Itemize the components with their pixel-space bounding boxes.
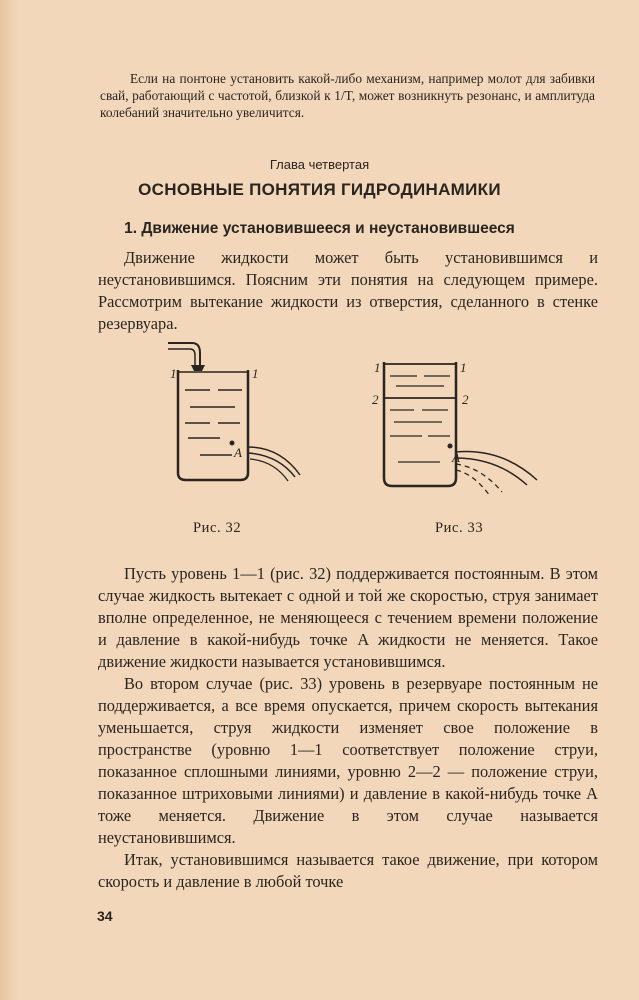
fig33-level2-right: 2 — [462, 392, 469, 407]
point-a-marker — [448, 444, 453, 449]
figure-32-caption: Рис. 32 — [193, 520, 242, 536]
fig32-point-label: A — [234, 445, 242, 460]
fig33-level1-right: 1 — [460, 360, 467, 375]
chapter-label: Глава четвертая — [269, 157, 370, 172]
chapter-title: ОСНОВНЫЕ ПОНЯТИЯ ГИДРОДИНАМИКИ — [138, 180, 501, 199]
fig33-level1-left: 1 — [374, 360, 381, 375]
fig32-level-left: 1 — [170, 366, 177, 381]
figure-33-caption: Рис. 33 — [435, 520, 484, 536]
fig33-point-label: A — [452, 450, 460, 465]
section-title: 1. Движение установившееся и неустановившееся — [124, 220, 515, 237]
intro-paragraph — [100, 70, 595, 121]
paragraph-3: Во втором случае (рис. 33) уровень в резервуаре постоянным не поддерживается, а все время опускается, причем скорость вытекания уменьшается, струя жидкости изменяет свое положение в пространстве (уровню 1—1 соответствует положение струи, показанное сплошными линиями, уровню 2—2 — положение струи, показанное штриховыми линиями) и давление в какой-нибудь точке A тоже меняется. Движение в этом случае называется неустановившимся. — [98, 674, 598, 847]
intro-text: Если на понтоне установить какой-либо механизм, например молот для забивки свай, работающий с частотой, близкой к 1/T, может возникнуть резонанс, и амплитуда колебаний значительно увеличится. — [100, 71, 595, 120]
page-edge — [0, 0, 18, 1000]
paragraph-4: Итак, установившимся называется такое движение, при котором скорость и давление в любой точке — [98, 850, 598, 891]
page-number: 34 — [97, 908, 113, 924]
fig33-level2-left: 2 — [372, 392, 379, 407]
figure-33-diagram — [352, 350, 552, 500]
fig32-level-right: 1 — [252, 366, 259, 381]
paragraph-1-block — [98, 247, 598, 335]
main-text-block — [98, 563, 598, 893]
paragraph-1: Движение жидкости может быть установившимся и неустановившимся. Поясним эти понятия на следующем примере. Рассмотрим вытекание жидкости из отверстия, сделанного в стенке резервуара. — [98, 248, 598, 333]
paragraph-2: Пусть уровень 1—1 (рис. 32) поддерживается постоянным. В этом случае жидкость вытекает с одной и той же скоростью, струя занимает вполне определенное, не меняющееся с течением времени положение и давление в какой-нибудь точке A жидкости не меняется. Такое движение жидкости называется установившимся. — [98, 564, 598, 671]
figure-32-diagram — [150, 335, 320, 495]
